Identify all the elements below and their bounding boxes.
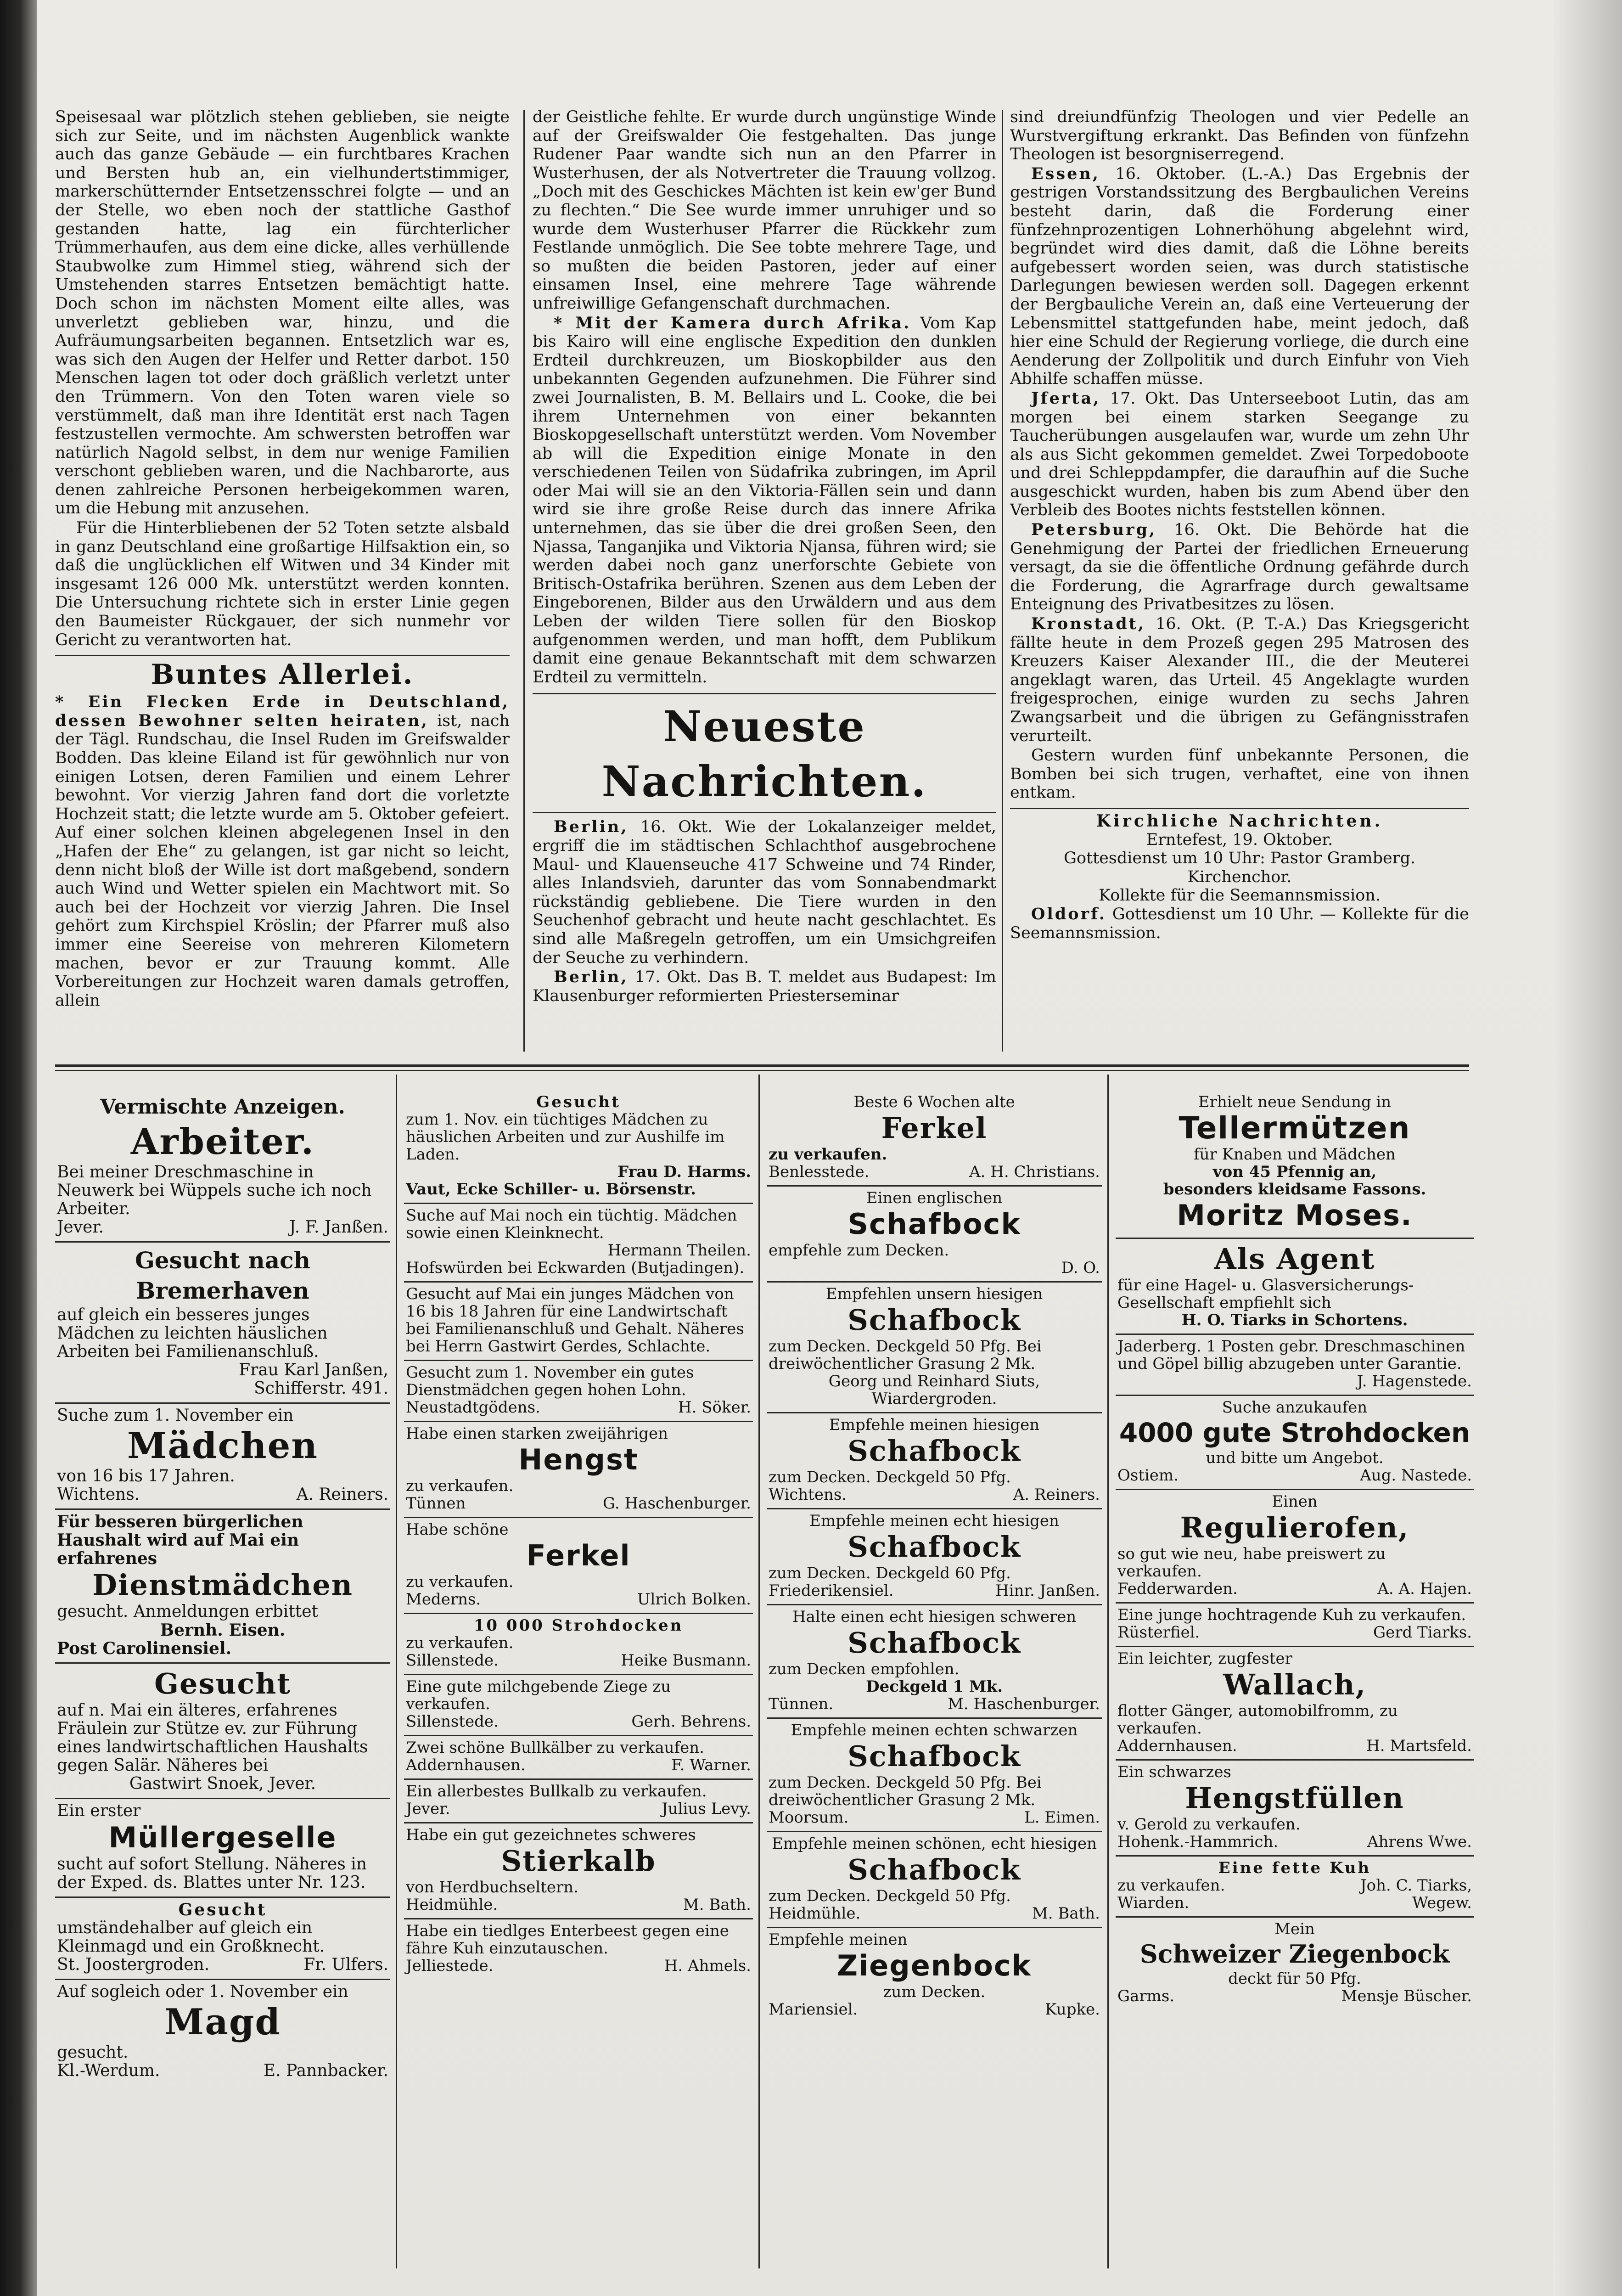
- ad-signature: Hinr. Janßen.: [995, 1581, 1100, 1600]
- ad-text: von 16 bis 17 Jahren.: [57, 1467, 235, 1486]
- ad-place: Post Carolinensiel.: [57, 1639, 232, 1658]
- ad-place: Fedderwarden.: [1117, 1580, 1238, 1598]
- ad-signature: H. Martsfeld.: [1366, 1737, 1472, 1755]
- news-text: Gestern wurden fünf unbekannte Personen, die Bomben bei sich trugen, verhaftet, eine von ihnen entkam.: [1010, 746, 1469, 802]
- ads-column-2: [404, 1091, 753, 1979]
- ad-title: Gesucht: [154, 1667, 291, 1700]
- ad-title: Wallach,: [1223, 1668, 1367, 1701]
- ad-schafbock-eimen: [767, 1719, 1102, 1832]
- ad-ziegenbock: [767, 1928, 1102, 2023]
- ad-text: Ein schwarzes: [1117, 1763, 1231, 1781]
- ad-place: Addernhausen.: [406, 1756, 526, 1774]
- article-paragraph: sind dreiundfünfzig Theologen und vier Pedelle an Wurstvergiftung erkrankt. Das Befinden von fünfzehn Theologen ist besorgniserregend.: [1010, 108, 1469, 164]
- ad-signature: A. Reiners.: [296, 1485, 388, 1504]
- ad-title: Mädchen: [127, 1425, 318, 1467]
- ad-text: Erhielt neue Sendung in: [1198, 1093, 1392, 1111]
- ad-title: Gesucht: [536, 1093, 621, 1111]
- ad-text: Gesucht zum 1. November ein gutes Dienstmädchen gegen hohen Lohn.: [406, 1363, 694, 1399]
- ad-place: Mederns.: [406, 1590, 481, 1609]
- ad-signature: Bernh. Eisen.: [160, 1621, 286, 1640]
- news-place: Petersburg,: [1031, 520, 1157, 540]
- church-line: Kollekte für die Seemannsmission.: [1098, 886, 1381, 905]
- ad-signature: H. Ahmels.: [664, 1957, 751, 1975]
- ad-kuh: [1116, 1604, 1474, 1647]
- ad-landwirtschaft: [404, 1283, 753, 1361]
- ad-place: Ostiem.: [1117, 1466, 1179, 1485]
- ad-title: Arbeiter.: [130, 1121, 315, 1163]
- ad-text: Habe einen starken zweijährigen: [406, 1424, 668, 1443]
- ad-title: 4000 gute Strohdocken: [1119, 1417, 1470, 1448]
- ad-text: Beste 6 Wochen alte: [853, 1093, 1015, 1111]
- ad-schafbock-siuts: [767, 1283, 1102, 1413]
- section-title-buntes-allerlei: Buntes Allerlei.: [151, 658, 414, 691]
- ad-text: Bei meiner Dreschmaschine in Neuwerk bei Wüppels suche ich noch Arbeiter.: [57, 1163, 372, 1218]
- ad-signature: J. Hagenstede.: [1357, 1372, 1472, 1390]
- book-binding-edge: [0, 0, 37, 2296]
- section-divider: [533, 693, 996, 694]
- item-body: Vom Kap bis Kairo will eine englische Expedition den dunklen Erdteil durchkreuzen, um Bioskopbilder aus den unbekannten Gegenden aufzunehmen. Die Führer sind zwei Journalisten, B. M. Bellairs und L. Cooke, die bei ihrem Unternehmen von einer bekannten Bioskopgesellschaft unterstützt werden. Vom November ab will die Expedition einige Monate in den verschiedenen Teilen von Südafrika zubringen, im April oder Mai will sie an den Viktoria-Fällen sein und dann wird sie ihre große Reise durch das innere Afrika unternehmen, das sie über die drei großen Seen, den Njassa, Tanganjika und Viktoria Njansa, führen wird; sie werden dabei noch ganz unerforschte Gebiete von Britisch-Ostafrika berühren. Szenen aus dem Leben der Eingeborenen, Bilder aus den Urwäldern und aus dem Leben der wilden Tiere sollen für den Bioskop aufgenommen werden, und man hofft, dem Publikum damit eine genaue Bekanntschaft mit dem schwarzen Erdteil zu vermitteln.: [533, 314, 996, 687]
- ad-text: Halte einen echt hiesigen schweren: [792, 1608, 1077, 1626]
- article-paragraph: der Geistliche fehlte. Er wurde durch ungünstige Winde auf der Greifswalder Oie festgehalten. Das junge Rudener Paar wandte sich nun an den Pfarrer in Wusterhusen, der als Notvertreter die Trauung vollzog. „Doch mit des Geschickes Mächten ist kein ew'ger Bund zu flechten.“ Die See wurde immer unruhiger und so wurde dem Wusterhuser Pfarrer die Rückkehr zum Festlande unmöglich. Die See tobte mehrere Tage, und so mußten die beiden Pastoren, jeder auf einer einsamen Insel, eine mehrere Tage währende unfreiwillige Gefangenschaft durchmachen.: [533, 108, 996, 313]
- article-column-1: [55, 108, 510, 1011]
- ad-signature: Schifferstr. 491.: [254, 1379, 388, 1398]
- news-place: Essen,: [1031, 164, 1100, 183]
- ad-hengstfuellen: [1116, 1761, 1474, 1857]
- section-divider: [533, 812, 996, 813]
- ad-text: Gesucht auf Mai ein junges Mädchen von 16 bis 18 Jahren für eine Landwirtschaft bei Familienanschluß und Gehalt. Näheres bei Herrn Gastwirt Gerdes, Schlachte.: [406, 1285, 744, 1356]
- ad-place: Jever.: [57, 1218, 104, 1237]
- ad-place: Wiarden.: [1117, 1894, 1190, 1912]
- column-rule: [1002, 110, 1003, 1052]
- ad-text: zum Decken. Deckgeld 50 Pfg. Bei dreiwöchentlicher Grasung 2 Mk.: [769, 1773, 1042, 1809]
- news-place: Jferta,: [1031, 388, 1101, 408]
- ad-title: Müllergeselle: [108, 1821, 337, 1854]
- ad-title: Dienstmädchen: [92, 1568, 353, 1602]
- ad-text: gesucht. Anmeldungen erbittet: [57, 1602, 319, 1621]
- ad-gesucht-laden: [404, 1091, 753, 1204]
- ad-schweizer-ziegenbock: [1116, 1918, 1474, 2009]
- ad-signature: Moritz Moses.: [1177, 1199, 1413, 1232]
- ad-signature: Wiardergroden.: [871, 1390, 997, 1408]
- ad-signature: Aug. Nastede.: [1360, 1466, 1472, 1485]
- ad-text: Empfehle meinen echten schwarzen: [791, 1721, 1078, 1739]
- ad-signature: A. Reiners.: [1013, 1486, 1100, 1504]
- ad-text: Habe schöne: [406, 1520, 509, 1539]
- ad-signature: E. Pannbacker.: [263, 2061, 388, 2080]
- ad-signature: G. Haschenburger.: [602, 1494, 751, 1513]
- ad-title: Schafbock: [847, 1530, 1021, 1564]
- ad-text: Suche zum 1. November ein: [57, 1406, 294, 1425]
- ad-text: Habe ein tiedlges Enterbeest gegen eine fähre Kuh einzutauschen.: [406, 1922, 729, 1958]
- ad-title: Schafbock: [847, 1207, 1021, 1241]
- ads-separator-rule: [55, 1070, 1469, 1071]
- ad-title: Ziegenbock: [837, 1949, 1032, 1982]
- ad-signature: Ahrens Wwe.: [1367, 1833, 1472, 1851]
- ad-text: Ein allerbestes Bullkalb zu verkaufen.: [406, 1782, 707, 1801]
- ad-text: zum Decken. Deckgeld 60 Pfg.: [769, 1564, 1011, 1582]
- ad-text: zum 1. Nov. ein tüchtiges Mädchen zu häuslichen Arbeiten und zur Aushilfe im Laden.: [406, 1110, 725, 1164]
- ad-text: Eine gute milchgebende Ziege zu verkaufen.: [406, 1677, 671, 1713]
- ad-signature: Joh. C. Tiarks,: [1360, 1876, 1472, 1895]
- church-line: Gottesdienst um 10 Uhr: Pastor Gramberg.: [1064, 849, 1415, 868]
- ad-place: Wichtens.: [57, 1485, 140, 1504]
- ad-signature: Ulrich Bolken.: [637, 1590, 751, 1609]
- ad-place: Tünnen: [406, 1494, 466, 1513]
- ad-text: so gut wie neu, habe preiswert zu verkaufen.: [1117, 1545, 1386, 1581]
- ad-title: Eine fette Kuh: [1218, 1859, 1371, 1877]
- ad-signature: Frau Karl Janßen,: [239, 1361, 388, 1379]
- ad-bremerhaven: [55, 1243, 390, 1404]
- ad-place: Garms.: [1117, 1987, 1175, 2005]
- ad-place: Jelliestede.: [406, 1957, 494, 1975]
- ad-signature: Georg und Reinhard Siuts,: [828, 1372, 1040, 1390]
- ad-text: Ein leichter, zugfester: [1117, 1649, 1292, 1668]
- news-text: 16. Okt. Wie der Lokalanzeiger meldet, ergriff die im städtischen Schlachthof ausgebrochene Maul- und Klauenseuche 417 Schweine und 74 Rinder, alles Inlandsvieh, darunter das vom Sonnabendmarkt rückständig gebliebene. Die Tiere wurden in den Seuchenhof gebracht und heute nacht geschlachtet. Es sind alle Maßregeln getroffen, um ein Umsichgreifen der Seuche zu verhindern.: [533, 818, 996, 967]
- ad-title: Schafbock: [847, 1739, 1021, 1773]
- ad-signature: Gastwirt Snoek, Jever.: [129, 1774, 316, 1793]
- ad-text: auf n. Mai ein älteres, erfahrenes Fräulein zur Stütze ev. zur Führung eines landwirtschaftlichen Haushalts gegen Salär. Näheres bei: [57, 1701, 368, 1775]
- ads-column-1: [55, 1091, 390, 2085]
- column-rule: [1107, 1075, 1109, 2268]
- ad-title: Magd: [164, 2001, 281, 2043]
- ad-text: deckt für 50 Pfg.: [1228, 1970, 1361, 1988]
- church-line: Erntefest, 19. Oktober.: [1146, 830, 1333, 849]
- church-news-title: Kirchliche Nachrichten.: [1096, 811, 1383, 831]
- ad-signature: F. Warner.: [671, 1756, 751, 1774]
- ad-bullkalb: [404, 1780, 753, 1823]
- ads-separator-rule: [55, 1064, 1469, 1067]
- ad-title: Regulierofen,: [1180, 1511, 1409, 1544]
- ads-heading: Vermischte Anzeigen.: [100, 1095, 345, 1119]
- ad-signature: D. O.: [1061, 1259, 1100, 1277]
- ad-bullkaelber: [404, 1736, 753, 1780]
- ad-wallach: [1116, 1647, 1474, 1761]
- ad-signature: Fr. Ulfers.: [303, 1955, 388, 1974]
- ad-tausch: [404, 1919, 753, 1979]
- ad-regulierofen: [1116, 1490, 1474, 1604]
- ad-agent: [1116, 1239, 1474, 1335]
- ad-place: Neustadtgödens.: [406, 1398, 540, 1417]
- ad-text: zum Decken empfohlen.: [769, 1660, 960, 1678]
- ad-text: Einen: [1272, 1492, 1318, 1511]
- ad-place: Benlesstede.: [769, 1163, 870, 1181]
- ad-text: zu verkaufen.: [406, 1573, 514, 1591]
- church-place: Oldorf.: [1031, 904, 1107, 923]
- ad-text: Suche anzukaufen: [1222, 1398, 1368, 1417]
- ad-muellergeselle: [55, 1799, 390, 1898]
- ad-schafbock-reiners: [767, 1413, 1102, 1509]
- ad-kleinknecht: [404, 1204, 753, 1283]
- page-edge-right: [1553, 0, 1622, 2296]
- ad-signature: H. Söker.: [678, 1398, 751, 1417]
- ad-place: Wichtens.: [769, 1486, 847, 1504]
- ad-schafbock-janssen: [767, 1509, 1102, 1605]
- ad-fette-kuh: [1116, 1857, 1474, 1918]
- news-place: Berlin,: [554, 968, 629, 987]
- ad-signature: Mensje Büscher.: [1341, 1987, 1472, 2005]
- ad-strohdocken-ankauf: [1116, 1396, 1474, 1490]
- ad-text: Empfehlen unsern hiesigen: [825, 1285, 1043, 1303]
- church-line: Kirchenchor.: [1187, 867, 1292, 886]
- ad-title: Als Agent: [1214, 1242, 1375, 1276]
- ad-text: Zwei schöne Bullkälber zu verkaufen.: [406, 1739, 704, 1757]
- ad-dienstmaedchen: [55, 1510, 390, 1664]
- ad-tellermuetzen: [1116, 1091, 1474, 1239]
- ad-text: gesucht.: [57, 2043, 129, 2062]
- ads-column-3: [767, 1091, 1102, 2023]
- ad-text: Für besseren bürgerlichen Haushalt wird auf Mai ein erfahrenes: [57, 1512, 303, 1568]
- column-rule: [396, 1075, 397, 2268]
- ad-place: Heidmühle.: [769, 1904, 861, 1923]
- ad-strohdocken: [404, 1614, 753, 1675]
- ad-title: Gesucht nach Bremerhaven: [135, 1247, 310, 1304]
- ad-ferkel-6-wochen: [767, 1091, 1102, 1187]
- ad-signature: A. H. Christians.: [969, 1163, 1100, 1181]
- ads-column-4: [1116, 1091, 1474, 2009]
- ad-place: Hohenk.-Hammrich.: [1117, 1833, 1279, 1851]
- ad-signature: Kupke.: [1045, 2000, 1100, 2019]
- ad-place: Kl.-Werdum.: [57, 2061, 160, 2080]
- ad-signature: A. A. Hajen.: [1377, 1580, 1472, 1598]
- ad-place: Sillenstede.: [406, 1651, 499, 1670]
- ad-ferkel: [404, 1518, 753, 1614]
- ad-signature: M. Bath.: [683, 1896, 751, 1914]
- article-paragraph: Speisesaal war plötzlich stehen geblieben, sie neigte sich zur Seite, und im nächsten Augenblick wankte auch das ganze Gebäude — ein furchtbares Krachen und Bersten hub an, ein vielhundertstimmiger, markerschütternder Entsetzensschrei folgte — und an der Stelle, wo eben noch der stattliche Gasthof gestanden hatte, lag ein fürchterlicher Trümmerhaufen, aus dem eine dicke, alles verhüllende Staubwolke zum Himmel stieg, während sich der Umstehenden starres Entsetzen bemächtigt hatte. Doch schon im nächsten Moment eilte alles, was unverletzt geblieben war, hinzu, und die Aufräumungsarbeiten begannen. Entsetzlich war es, was sich den Augen der Helfer und Retter darbot. 150 Menschen lagen tot oder doch gräßlich verletzt unter den Trümmern. Von den Toten waren viele so verstümmelt, daß man ihre Identität erst nach Tagen festzustellen vermochte. Am schwersten betroffen war natürlich Nagold selbst, in dem nur wenige Familien verschont geblieben waren, und die Nachbarorte, aus denen zahlreiche Personen herbeigekommen waren, um die Hebung mit anzusehen.: [55, 108, 510, 518]
- ad-title: 10 000 Strohdocken: [473, 1616, 684, 1635]
- ad-text: für eine Hagel- u. Glasversicherungs-Gesellschaft empfiehlt sich: [1117, 1276, 1414, 1312]
- ad-title: Gesucht: [178, 1900, 267, 1919]
- ad-dreschmaschinen: [1116, 1335, 1474, 1396]
- ad-gesucht-fraeulein: [55, 1664, 390, 1799]
- ad-schafbock-haschenburger: [767, 1605, 1102, 1719]
- ad-text: Deckgeld 1 Mk.: [866, 1677, 1003, 1696]
- ad-text: zu verkaufen.: [406, 1477, 514, 1495]
- ad-place: St. Joostergroden.: [57, 1955, 210, 1974]
- ad-title: Schafbock: [847, 1626, 1021, 1660]
- ad-title: Hengst: [518, 1443, 639, 1476]
- ad-hengst: [404, 1422, 753, 1518]
- ad-signature: Hermann Theilen.: [607, 1241, 751, 1260]
- ad-text: zu verkaufen.: [1117, 1876, 1225, 1895]
- ad-arbeiter: [55, 1091, 390, 1243]
- ad-signature: Gerd Tiarks.: [1373, 1623, 1472, 1642]
- ad-kleinmagd: [55, 1898, 390, 1980]
- ad-maedchen: [55, 1404, 390, 1510]
- ad-title: Ferkel: [881, 1111, 988, 1145]
- ad-text: Eine junge hochtragende Kuh zu verkaufen.: [1117, 1606, 1466, 1624]
- article-column-3: [1010, 108, 1469, 943]
- ad-text: von 45 Pfennig an,: [1212, 1163, 1377, 1181]
- ad-signature: Wegew.: [1412, 1894, 1472, 1912]
- ad-title: Schafbock: [847, 1853, 1021, 1886]
- ad-text: flotter Gänger, automobilfromm, zu verkaufen.: [1117, 1702, 1398, 1738]
- ad-signature: Heike Busmann.: [621, 1651, 751, 1670]
- article-paragraph: Für die Hinterbliebenen der 52 Toten setzte alsbald in ganz Deutschland eine großartige Hilfsaktion ein, so daß die unglücklichen elf Witwen und 34 Kinder mit insgesamt 126 000 Mk. unterstützt werden konnten. Die Untersuchung richtete sich in erster Linie gegen den Baumeister Rückgauer, der sich nunmehr vor Gericht zu verantworten hat.: [55, 519, 510, 649]
- section-title-neueste-nachrichten: Neueste Nachrichten.: [601, 702, 927, 807]
- ad-stierkalb: [404, 1823, 753, 1919]
- ad-signature: L. Eimen.: [1024, 1808, 1100, 1827]
- news-text: 17. Okt. Das Unterseeboot Lutin, das am morgen bei einem starken Seegange zu Taucherübungen ausgelaufen war, wurde um zehn Uhr als aus Sicht gekommen gemeldet. Zwei Torpedoboote und drei Schleppdampfer, die daraufhin auf die Suche ausgeschickt wurden, haben bis zum Abend über den Verbleib des Bootes nichts feststellen können.: [1010, 389, 1469, 520]
- ad-text: Mein: [1274, 1920, 1315, 1938]
- news-text: 16. Okt. Die Behörde hat die Genehmigung der Partei der friedlichen Erneuerung versagt, da sie die öffentliche Ordnung gefährde durch die Forderung, die Agrarfrage durch gewaltsame Enteignung des Privatbesitzes zu lösen.: [1010, 521, 1469, 614]
- ad-text: Empfehle meinen hiesigen: [829, 1416, 1040, 1434]
- ad-ziege: [404, 1675, 753, 1736]
- ad-place: Heidmühle.: [406, 1896, 498, 1914]
- ad-title: Schafbock: [847, 1434, 1021, 1468]
- ad-text: Einen englischen: [866, 1189, 1003, 1207]
- ad-signature: Gerh. Behrens.: [631, 1712, 751, 1731]
- ad-place: Mariensiel.: [769, 2000, 858, 2019]
- news-text: 17. Okt. Das B. T. meldet aus Budapest: Im Klausenburger reformierten Priesterseminar: [533, 968, 996, 1005]
- ad-title: Hengstfüllen: [1185, 1781, 1404, 1815]
- ad-signature: Julius Levy.: [662, 1800, 751, 1818]
- ad-place: Tünnen.: [769, 1695, 834, 1713]
- ad-text: empfehle zum Decken.: [769, 1241, 949, 1260]
- ad-text: für Knaben und Mädchen: [1194, 1145, 1396, 1164]
- ad-schafbock-bath: [767, 1832, 1102, 1928]
- news-place: Berlin,: [554, 817, 629, 837]
- ad-text: Ein erster: [57, 1801, 141, 1820]
- ad-signature: M. Haschenburger.: [948, 1695, 1100, 1713]
- ad-text: zu verkaufen.: [406, 1634, 514, 1652]
- section-divider: [55, 655, 510, 656]
- ad-title: Ferkel: [526, 1539, 631, 1572]
- section-divider: [1010, 808, 1469, 809]
- column-rule: [523, 110, 525, 1052]
- news-text: 16. Okt. (P. T.-A.) Das Kriegsgericht fällte heute in dem Prozeß gegen 295 Matrosen des Kreuzers Kaiser Alexander III., die der Meuterei angeklagt waren, das Urteil. 45 Angeklagte wurden freigesprochen, einige wurden zu sechs Jahren Zwangsarbeit und die übrigen zu Gefängnisstrafen verurteilt.: [1010, 615, 1469, 745]
- item-body: ist, nach der Tägl. Rundschau, die Insel Ruden im Greifswalder Bodden. Das kleine Eiland ist für gewöhnlich nur von einigen Lotsen, deren Familien und einem Lehrer bewohnt. Vor vierzig Jahren fand dort die vorletzte Hochzeit statt; die letzte wurde am 5. Oktober gefeiert. Auf einer solchen kleinen abgelegenen Insel in den „Hafen der Ehe“ zu gelangen, ist gar nicht so leicht, denn nicht bloß der Wille ist dort maßgebend, sondern auch Wind und Wetter spielen ein Machtwort mit. So auch bei der Hochzeit vor vierzig Jahren. Die Insel gehört zum Kirchspiel Kröslin; der Pfarrer muß also immer eine Seereise von mehreren Kilometern machen, bevor er zur Trauung kommt. Alle Vorbereitungen zur Hochzeit waren damals getroffen, allein: [55, 711, 510, 1010]
- ad-dienstmaedchen-lohn: [404, 1361, 753, 1422]
- ad-signature: H. O. Tiarks in Schortens.: [1181, 1311, 1408, 1329]
- ad-text: sucht auf sofort Stellung. Näheres in der Exped. ds. Blattes unter Nr. 123.: [57, 1855, 367, 1892]
- item-headline: * Ein Flecken Erde in Deutschland, dessen Bewohner selten heiraten,: [55, 692, 510, 730]
- ad-signature: J. F. Janßen.: [289, 1218, 388, 1237]
- ad-text: von Herdbuchseltern.: [406, 1878, 578, 1896]
- church-text: Gottesdienst um 10 Uhr. — Kollekte für die Seemannsmission.: [1010, 905, 1469, 942]
- ad-text: zum Decken. Deckgeld 50 Pfg.: [769, 1887, 1011, 1905]
- column-rule: [758, 1075, 760, 2268]
- ad-place: Sillenstede.: [406, 1712, 499, 1731]
- ad-text: Habe ein gut gezeichnetes schweres: [406, 1826, 696, 1844]
- ad-text: zum Decken.: [883, 1983, 986, 2001]
- ad-text: umständehalber auf gleich ein Kleinmagd und ein Großknecht.: [57, 1919, 325, 1956]
- item-headline: * Mit der Kamera durch Afrika.: [554, 313, 911, 332]
- ad-text: zum Decken. Deckgeld 50 Pfg.: [769, 1468, 1011, 1486]
- ad-text: und bitte um Angebot.: [1206, 1449, 1384, 1467]
- ad-magd: [55, 1980, 390, 2085]
- news-place: Kronstadt,: [1031, 614, 1146, 634]
- ad-text: Auf sogleich oder 1. November ein: [57, 1982, 348, 2001]
- ad-text: besonders kleidsame Fassons.: [1163, 1180, 1426, 1199]
- ad-text: Suche auf Mai noch ein tüchtig. Mädchen sowie einen Kleinknecht.: [406, 1206, 737, 1242]
- ad-text: zu verkaufen.: [769, 1145, 887, 1164]
- ad-text: Jaderberg. 1 Posten gebr. Dreschmaschinen und Göpel billig abzugeben unter Garantie.: [1117, 1337, 1465, 1373]
- ad-title: Schweizer Ziegenbock: [1139, 1939, 1450, 1969]
- ad-signature: M. Bath.: [1032, 1904, 1100, 1923]
- article-column-2: [533, 108, 996, 1006]
- ad-place: Addernhausen.: [1117, 1737, 1237, 1755]
- ad-place: Hofswürden bei Eckwarden (Butjadingen).: [406, 1259, 745, 1277]
- ad-text: v. Gerold zu verkaufen.: [1117, 1815, 1301, 1834]
- ad-place: Rüsterfiel.: [1117, 1623, 1200, 1642]
- ad-title: Tellermützen: [1179, 1110, 1411, 1146]
- ad-title: Stierkalb: [501, 1844, 656, 1878]
- news-text: 16. Oktober. (L.-A.) Das Ergebnis der gestrigen Vorstandssitzung des Bergbaulichen Vereins besteht darin, daß die Forderung einer fünfzehnprozentigen Lohnerhöhung abgelehnt wird, begründet wird dies damit, daß die Löhne bereits aufgebessert worden seien, was durch statistische Darlegungen bewiesen werden soll. Dagegen erkennt der Bergbauliche Verein an, daß eine Verteuerung der Lebensmittel stattgefunden habe, meint jedoch, daß hier eine Schuld der Regierung vorliege, die durch eine Aenderung der Zollpolitik und durch Einfuhr von Vieh Abhilfe schaffen müsse.: [1010, 164, 1469, 388]
- ad-title: Schafbock: [847, 1303, 1021, 1337]
- ad-place: Friederikensiel.: [769, 1581, 894, 1600]
- ad-place: Jever.: [406, 1800, 450, 1818]
- ad-place: Vaut, Ecke Schiller- u. Börsenstr.: [406, 1180, 696, 1199]
- ad-text: auf gleich ein besseres junges Mädchen zu leichten häuslichen Arbeiten bei Familienanschluß.: [57, 1306, 328, 1361]
- ad-text: Empfehle meinen echt hiesigen: [809, 1512, 1059, 1530]
- ad-schafbock-englisch: [767, 1187, 1102, 1283]
- ad-text: Empfehle meinen: [769, 1930, 908, 1949]
- ad-signature: Frau D. Harms.: [617, 1163, 751, 1181]
- ad-place: Moorsum.: [769, 1808, 849, 1827]
- ad-text: zum Decken. Deckgeld 50 Pfg. Bei dreiwöchentlicher Grasung 2 Mk.: [769, 1337, 1042, 1373]
- ad-text: Empfehle meinen schönen, echt hiesigen: [771, 1835, 1097, 1853]
